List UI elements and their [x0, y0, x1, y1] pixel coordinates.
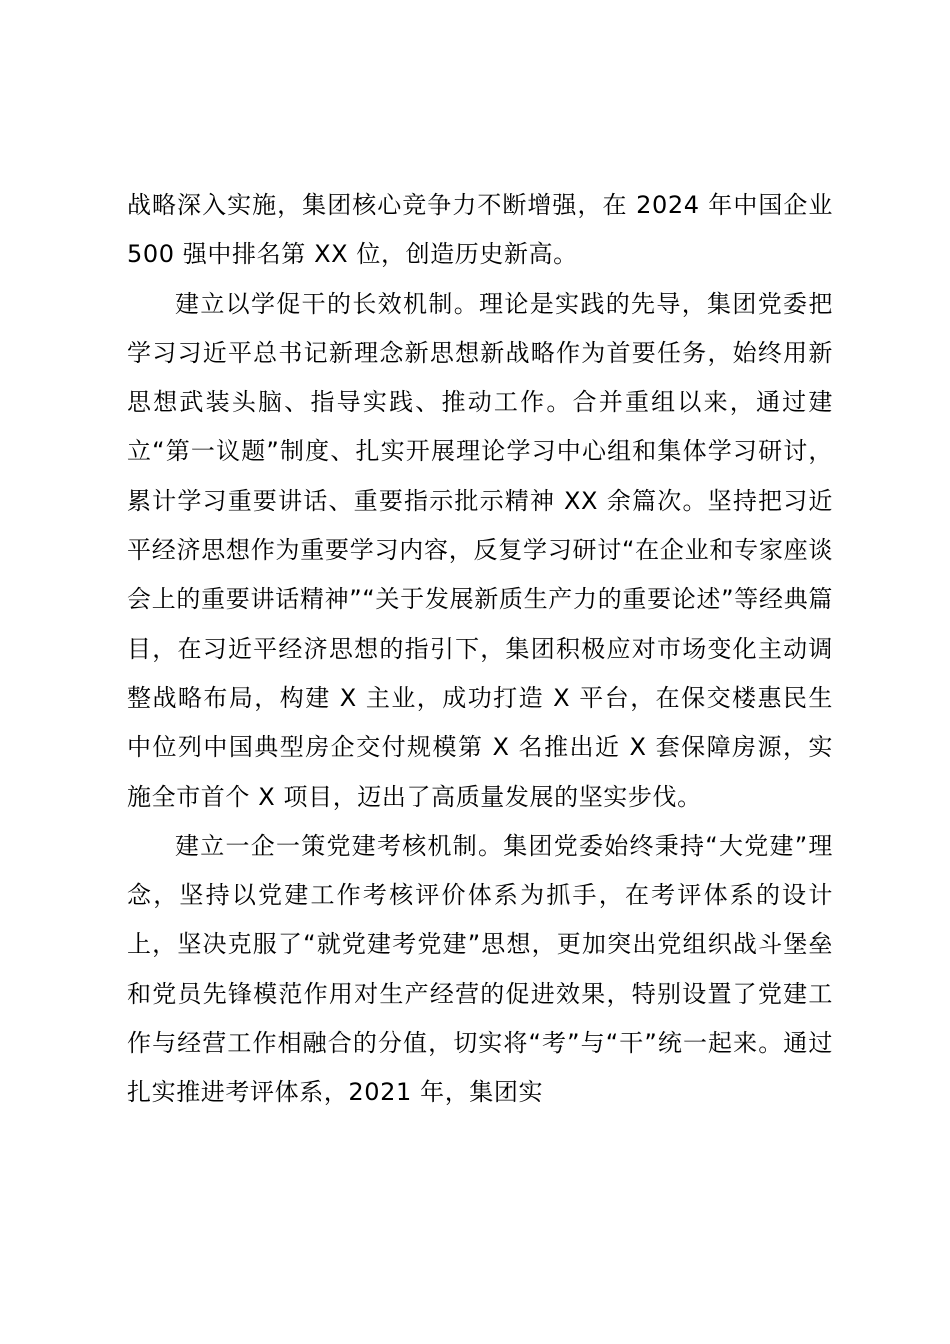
document-body: [127, 181, 833, 1118]
paragraph-continuation: 战略深入实施，集团核心竞争力不断增强，在 2024 年中国企业 500 强中排名第 XX 位，创造历史新高。: [127, 191, 833, 269]
paragraph-assessment-mechanism: 建立一企一策党建考核机制。集团党委始终秉持“大党建”理念，坚持以党建工作考核评价体系为抓手，在考评体系的设计上，坚决克服了“就党建考党建”思想，更加突出党组织战斗堡垒和党员先锋模范作用对生产经营的促进效果，特别设置了党建工作与经营工作相融合的分值，切实将“考”与“干”统一起来。通过扎实推进考评体系，2021 年，集团实: [127, 831, 833, 1107]
paragraph-study-mechanism: 建立以学促干的长效机制。理论是实践的先导，集团党委把学习习近平总书记新理念新思想新战略作为首要任务，始终用新思想武装头脑、指导实践、推动工作。合并重组以来，通过建立“第一议题”制度、扎实开展理论学习中心组和集体学习研讨，累计学习重要讲话、重要指示批示精神 XX 余篇次。坚持把习近平经济思想作为重要学习内容，反复学习研讨“在企业和专家座谈会上的重要讲话精神”“关于发展新质生产力的重要论述”等经典篇目，在习近平经济思想的指引下，集团积极应对市场变化主动调整战略布局，构建 X 主业，成功打造 X 平台，在保交楼惠民生中位列中国典型房企交付规模第 X 名推出近 X 套保障房源，实施全市首个 X 项目，迈出了高质量发展的坚实步伐。: [127, 289, 833, 811]
